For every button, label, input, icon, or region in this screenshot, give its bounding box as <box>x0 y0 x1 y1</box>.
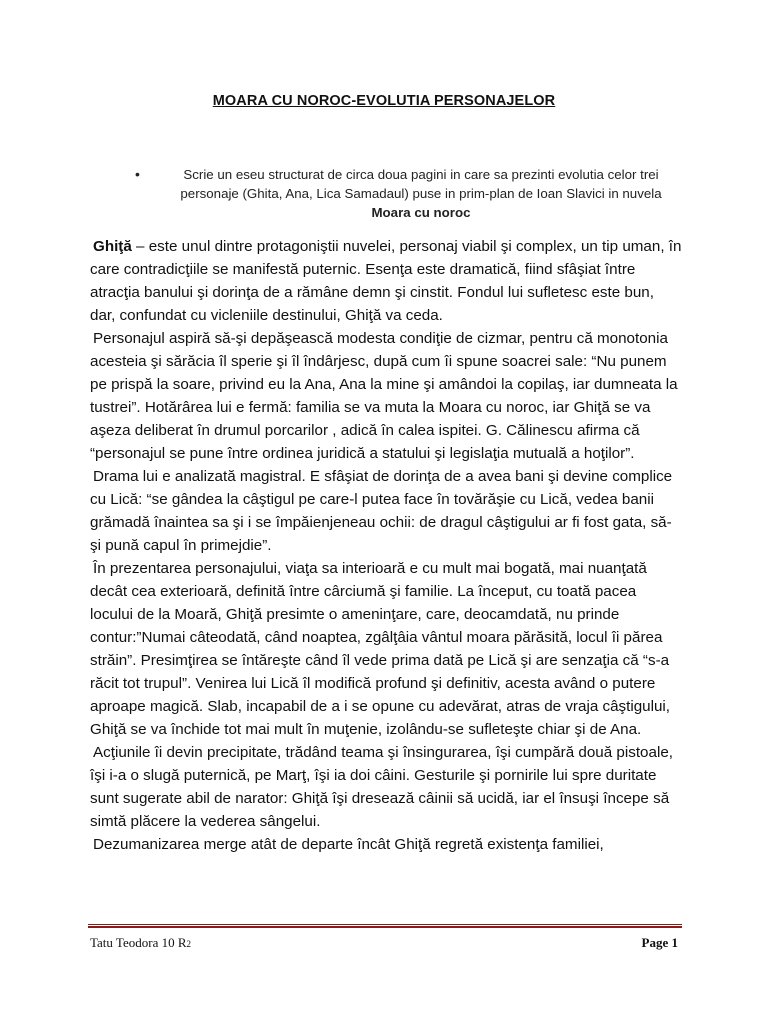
footer-author-subscript: 2 <box>186 939 192 949</box>
essay-paragraph-6: Dezumanizarea merge atât de departe încât Ghiţă regretă existenţa familiei, <box>93 836 604 853</box>
task-line-1: Scrie un eseu structurat de circa doua pagini in care sa prezinti evolutia celor trei <box>183 167 659 182</box>
task-novel-title: Moara cu noroc <box>371 205 471 220</box>
task-bullet-item <box>135 165 695 222</box>
essay-paragraph-5: Acţiunile îi devin precipitate, trădând teama şi însingurarea, îşi cumpără două pistoale, îşi i-a o slugă puternică, pe Marţ, îşi ia doi câini. Gesturile şi pornirile lui spre duritate sunt sugerate abil de narator: Ghiţă îşi dresează câinii să ucidă, iar el însuşi începe să simtă plăcere la vederea sângelui. <box>90 744 673 830</box>
footer-author <box>90 935 191 951</box>
essay-paragraph-1 <box>90 235 682 327</box>
footer-divider <box>88 924 682 928</box>
footer-page-number: Page 1 <box>641 935 678 950</box>
task-line-2: personaje (Ghita, Ana, Lica Samadaul) puse in prim-plan de Ioan Slavici in nuvela <box>180 186 662 201</box>
footer-author-text: Tatu Teodora 10 R <box>90 935 187 950</box>
bullet-icon: • <box>135 166 140 182</box>
essay-paragraph-4: În prezentarea personajului, viaţa sa interioară e cu mult mai bogată, mai nuanţată decât cea exterioară, definită între cârciumă şi familie. La început, cu toată pacea locului de la Moară, Ghiţă presimte o ameninţare, care, deocamdată, nu prinde contur:”Numai câteodată, când noaptea, zgâlţâia vântul moara părăsită, locul îi părea străin”. Presimţirea se întăreşte când îl vede prima dată pe Lică şi are senzaţia că “s-a răcit tot trupul”. Venirea lui Lică îl modifică profund şi definitiv, acesta având o putere aproape magică. Slab, incapabil de a i se opune cu adevărat, atras de vraja câştigului, Ghiţă se va închide tot mai mult în muţenie, izolându-se sufleteşte chiar şi de Ana. <box>90 560 671 738</box>
document-title: MOARA CU NOROC-EVOLUTIA PERSONAJELOR <box>212 93 556 109</box>
character-name-ghita: Ghiţă <box>93 238 132 255</box>
essay-paragraph-3: Drama lui e analizată magistral. E sfâşiat de dorinţa de a avea bani şi devine complice cu Lică: “se gândea la câştigul pe care-l putea face în tovărăşie cu Lică, vedea banii grămadă înaintea sa şi i se împăienjeneau ochii: de dragul câştigului ar fi fost gata, să-şi pună capul în primejdie”. <box>90 468 673 554</box>
task-text <box>156 165 686 222</box>
essay-body <box>90 235 682 856</box>
essay-paragraph-2: Personajul aspiră să-şi depăşească modesta condiţie de cizmar, pentru că monotonia acesteia şi sărăcia îl sperie şi îl îndârjesc, după cum îi spune soacrei sale: “Nu punem pe prispă la soare, privind eu la Ana, Ana la mine şi amândoi la copilaş, iar dumneata la tustrei”. Hotărârea lui e fermă: familia se va muta la Moara cu noroc, iar Ghiţă se va aşeza deliberat în drumul porcarilor , adică în calea ispitei. G. Călinescu afirma că “personajul se pune între ordinea juridică a statului şi legislaţia mutuală a hoţilor”. <box>90 330 678 462</box>
essay-paragraph-1-text: – este unul dintre protagoniştii nuvelei, personaj viabil şi complex, un tip uman, în care contradicţiile se manifestă puternic. Esenţa este dramatică, fiind sfâşiat între atracţia banului şi dorinţa de a rămâne demn şi cinstit. Fondul lui sufletesc este bun, dar, confundat cu vicleniile destinului, Ghiţă va ceda. <box>90 238 682 324</box>
